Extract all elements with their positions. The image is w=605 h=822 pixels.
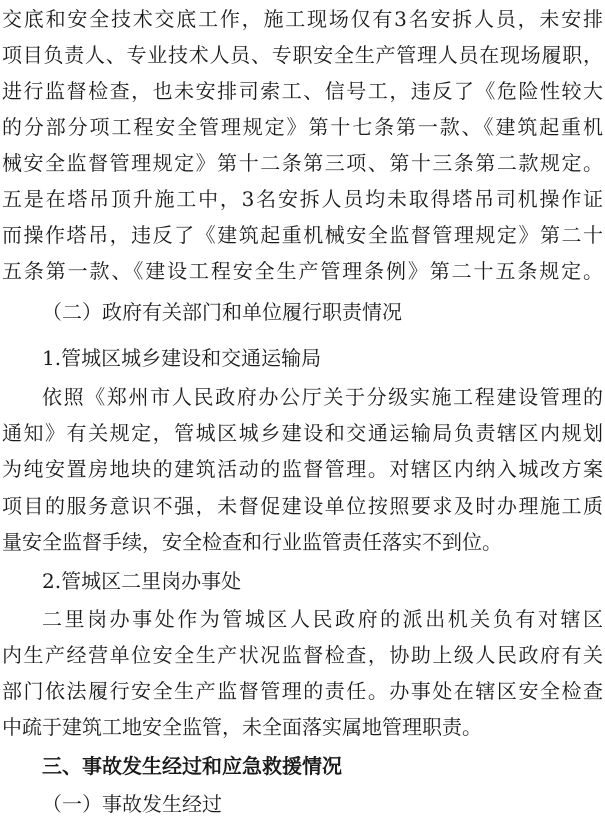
item-1-title: 1.管城区城乡建设和交通运输局: [42, 346, 322, 370]
item-1-line-1: 依照《郑州市人民政府办公厅关于分级实施工程建设管理的: [42, 385, 603, 409]
paragraph-1-line-7: 而操作塔吊，违反了《建筑起重机械安全监督管理规定》第二十: [2, 223, 603, 247]
section-2-heading: （二）政府有关部门和单位履行职责情况: [42, 300, 402, 324]
paragraph-1-line-6: 五是在塔吊顶升施工中，3名安拆人员均未取得塔吊司机操作证: [2, 187, 603, 211]
paragraph-1-line-8: 五条第一款、《建设工程安全生产管理条例》第二十五条规定。: [2, 259, 603, 283]
item-1-line-3: 为纯安置房地块的建筑活动的监督管理。对辖区内纳入城改方案: [2, 457, 603, 481]
paragraph-1-line-3: 进行监督检查，也未安排司索工、信号工，违反了《危险性较大: [2, 79, 603, 103]
item-2-line-4: 中疏于建筑工地安全监管，未全面落实属地管理职责。: [2, 715, 482, 739]
paragraph-1-line-1: 交底和安全技术交底工作，施工现场仅有3名安拆人员，未安排: [2, 7, 603, 31]
section-3-1-heading: （一）事故发生经过: [42, 792, 222, 816]
item-1-line-4: 项目的服务意识不强，未督促建设单位按照要求及时办理施工质: [2, 494, 603, 518]
paragraph-1-line-2: 项目负责人、专业技术人员、专职安全生产管理人员在现场履职，: [2, 43, 603, 67]
item-2-title: 2.管城区二里岗办事处: [42, 569, 242, 593]
item-1-line-5: 量安全监督手续，安全检查和行业监管责任落实不到位。: [2, 530, 502, 554]
section-3-heading: 三、事故发生经过和应急救援情况: [42, 754, 342, 778]
item-2-line-1: 二里岗办事处作为管城区人民政府的派出机关负有对辖区: [42, 607, 603, 631]
item-2-line-3: 部门依法履行安全生产监督管理的责任。办事处在辖区安全检查: [2, 679, 603, 703]
item-1-line-2: 通知》有关规定，管城区城乡建设和交通运输局负责辖区内规划: [2, 421, 603, 445]
item-2-line-2: 内生产经营单位安全生产状况监督检查，协助上级人民政府有关: [2, 643, 603, 667]
paragraph-1-line-4: 的分部分项工程安全管理规定》第十七条第一款、《建筑起重机: [2, 115, 603, 139]
paragraph-1-line-5: 械安全监督管理规定》第十二条第三项、第十三条第二款规定。: [2, 151, 603, 175]
